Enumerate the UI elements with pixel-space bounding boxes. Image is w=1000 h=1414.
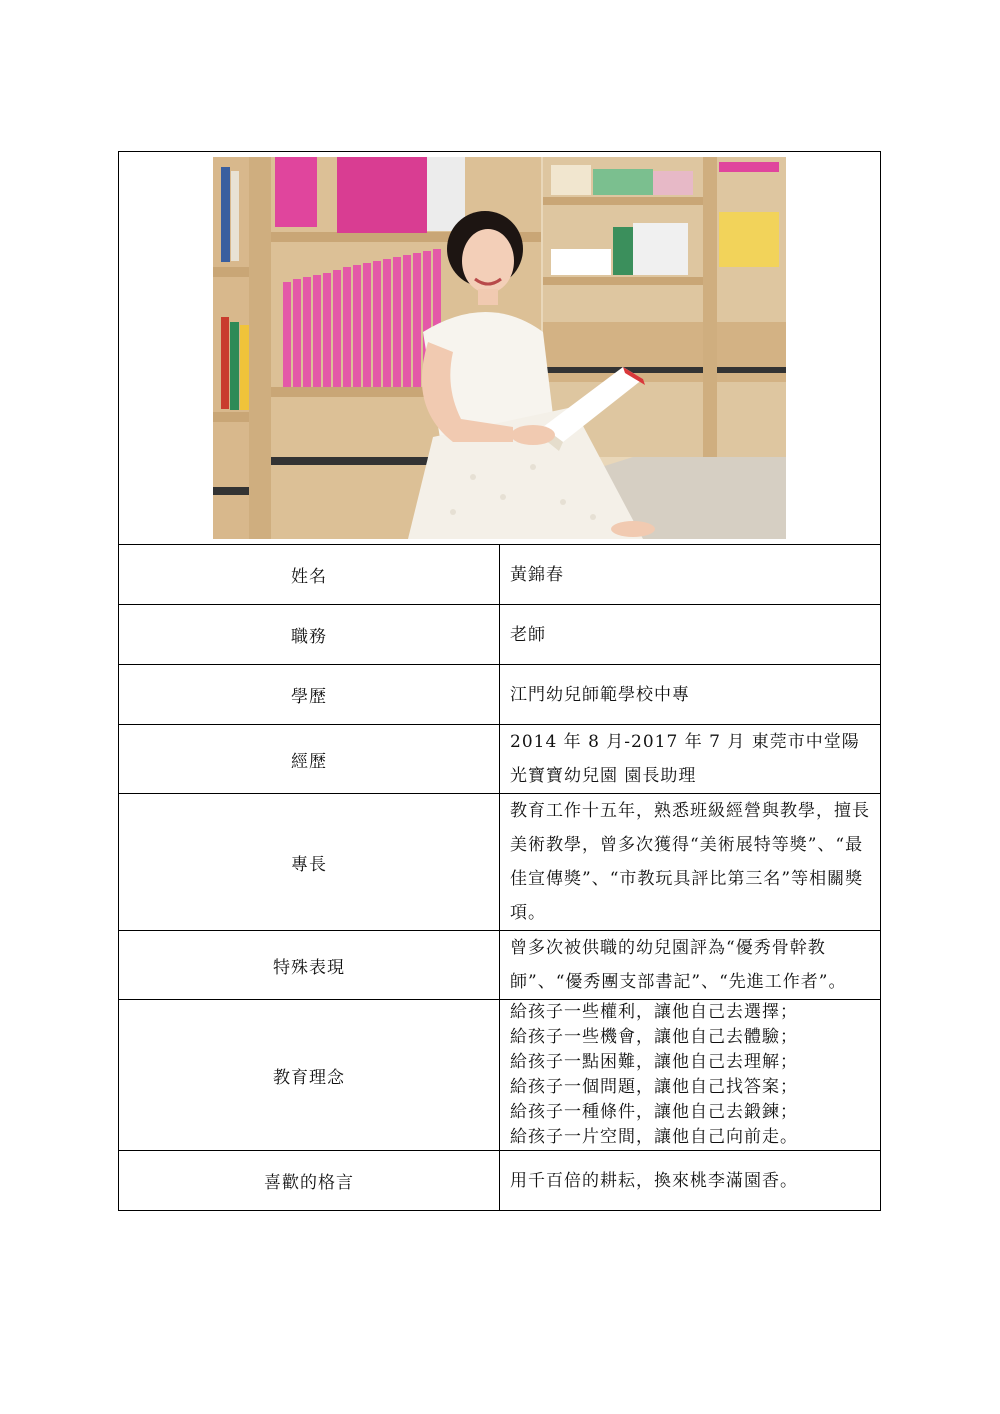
label-motto: 喜歡的格言 xyxy=(119,1151,500,1211)
value-name: 黃錦春 xyxy=(500,545,881,605)
value-position: 老師 xyxy=(500,605,881,665)
philosophy-line: 給孩子一些權利，讓他自己去選擇； xyxy=(510,1002,798,1022)
value-experience: 2014 年 8 月-2017 年 7 月 東莞市中堂陽光寶寶幼兒園 園長助理 xyxy=(500,725,881,794)
row-specialty xyxy=(119,794,881,931)
value-motto: 用千百倍的耕耘，換來桃李滿園香。 xyxy=(500,1151,881,1211)
philosophy-line: 給孩子一片空間，讓他自己向前走。 xyxy=(510,1127,798,1147)
label-experience: 經歷 xyxy=(119,725,500,794)
value-philosophy xyxy=(500,1000,881,1151)
value-specialty: 教育工作十五年，熟悉班級經營與教學，擅長美術教學，曾多次獲得“美術展特等獎”、“最佳宣傳獎”、“市教玩具評比第三名”等相關獎項。 xyxy=(500,794,881,931)
philosophy-line: 給孩子一個問題，讓他自己找答案； xyxy=(510,1077,798,1097)
philosophy-line: 給孩子一種條件，讓他自己去鍛鍊； xyxy=(510,1102,798,1122)
label-performance: 特殊表現 xyxy=(119,931,500,1000)
value-performance: 曾多次被供職的幼兒園評為“優秀骨幹教師”、“優秀團支部書記”、“先進工作者”。 xyxy=(500,931,881,1000)
row-name xyxy=(119,545,881,605)
philosophy-line: 給孩子一點困難，讓他自己去理解； xyxy=(510,1052,798,1072)
label-specialty: 專長 xyxy=(119,794,500,931)
label-philosophy: 教育理念 xyxy=(119,1000,500,1151)
row-motto xyxy=(119,1151,881,1211)
profile-table xyxy=(118,151,881,1211)
row-position xyxy=(119,605,881,665)
row-education xyxy=(119,665,881,725)
teacher-portrait-photo-icon xyxy=(213,157,786,539)
label-education: 學歷 xyxy=(119,665,500,725)
label-position: 職務 xyxy=(119,605,500,665)
row-philosophy xyxy=(119,1000,881,1151)
label-name: 姓名 xyxy=(119,545,500,605)
row-performance xyxy=(119,931,881,1000)
philosophy-line: 給孩子一些機會，讓他自己去體驗； xyxy=(510,1027,798,1047)
row-experience xyxy=(119,725,881,794)
photo-cell xyxy=(119,152,881,545)
value-education: 江門幼兒師範學校中專 xyxy=(500,665,881,725)
